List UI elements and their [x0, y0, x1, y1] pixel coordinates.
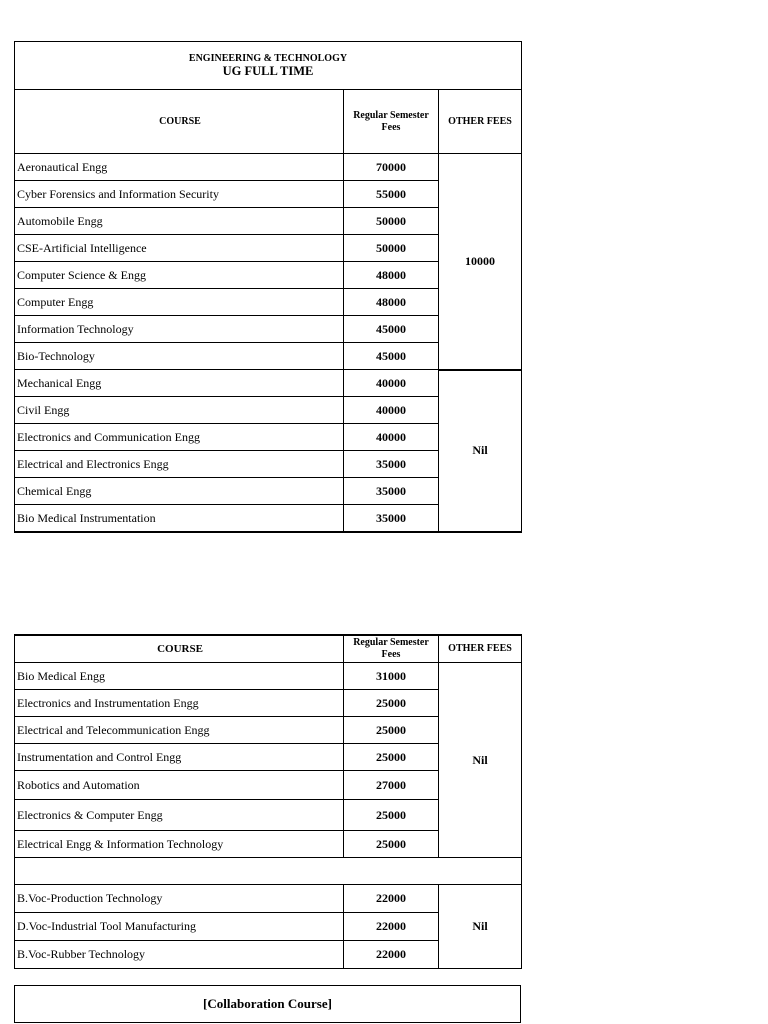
collaboration-title: [Collaboration Course]	[15, 986, 521, 1023]
course-name: Electrical Engg & Information Technology	[15, 831, 344, 858]
course-fee: 55000	[344, 181, 439, 208]
table2-header-row	[15, 635, 522, 663]
course-fee: 48000	[344, 262, 439, 289]
course-name: Electrical and Electronics Engg	[15, 451, 344, 478]
course-name: Electronics and Instrumentation Engg	[15, 690, 344, 717]
course-fee: 22000	[344, 913, 439, 941]
fees-header: Regular Semester Fees	[344, 635, 439, 663]
table-row	[15, 885, 522, 913]
course-fee: 35000	[344, 451, 439, 478]
course-fee: 40000	[344, 397, 439, 424]
course-header: COURSE	[15, 635, 344, 663]
course-name: Electronics and Communication Engg	[15, 424, 344, 451]
course-name: Information Technology	[15, 316, 344, 343]
collaboration-title-row	[15, 986, 521, 1023]
table1-header-row	[15, 90, 522, 154]
table-row	[15, 663, 522, 690]
course-name: Robotics and Automation	[15, 771, 344, 800]
ug-fees-table-1	[14, 41, 522, 533]
course-name: Electronics & Computer Engg	[15, 800, 344, 831]
program-title: UG FULL TIME	[222, 63, 314, 78]
other-fees-group-b: Nil	[439, 885, 522, 969]
table1-title-row	[15, 42, 522, 90]
course-fee: 45000	[344, 316, 439, 343]
other-fees-header: OTHER FEES	[439, 90, 522, 154]
course-fee: 50000	[344, 208, 439, 235]
course-fee: 25000	[344, 800, 439, 831]
course-fee: 40000	[344, 370, 439, 397]
course-name: B.Voc-Production Technology	[15, 885, 344, 913]
course-fee: 50000	[344, 235, 439, 262]
dept-title: ENGINEERING & TECHNOLOGY	[188, 52, 348, 64]
other-fees-header: OTHER FEES	[439, 635, 522, 663]
other-fees-group-b: Nil	[439, 370, 522, 533]
table-row	[15, 370, 522, 397]
course-fee: 22000	[344, 885, 439, 913]
course-name: Electrical and Telecommunication Engg	[15, 717, 344, 744]
course-name: D.Voc-Industrial Tool Manufacturing	[15, 913, 344, 941]
course-name: Bio Medical Instrumentation	[15, 505, 344, 533]
table-row	[15, 154, 522, 181]
course-name: CSE-Artificial Intelligence	[15, 235, 344, 262]
course-name: Bio-Technology	[15, 343, 344, 370]
course-name: Civil Engg	[15, 397, 344, 424]
course-fee: 35000	[344, 505, 439, 533]
course-fee: 22000	[344, 941, 439, 969]
course-name: Mechanical Engg	[15, 370, 344, 397]
course-fee: 25000	[344, 690, 439, 717]
fees-header: Regular Semester Fees	[344, 90, 439, 154]
course-name: Automobile Engg	[15, 208, 344, 235]
course-header: COURSE	[15, 90, 344, 154]
collaboration-course-table	[14, 985, 521, 1023]
course-name: Chemical Engg	[15, 478, 344, 505]
ug-fees-table-2	[14, 634, 522, 969]
course-fee: 27000	[344, 771, 439, 800]
course-fee: 25000	[344, 744, 439, 771]
course-name: B.Voc-Rubber Technology	[15, 941, 344, 969]
course-name: Bio Medical Engg	[15, 663, 344, 690]
other-fees-group-a: Nil	[439, 663, 522, 858]
course-fee: 35000	[344, 478, 439, 505]
course-fee: 70000	[344, 154, 439, 181]
course-name: Computer Engg	[15, 289, 344, 316]
course-fee: 25000	[344, 717, 439, 744]
course-fee: 31000	[344, 663, 439, 690]
course-fee: 25000	[344, 831, 439, 858]
course-fee: 40000	[344, 424, 439, 451]
other-fees-group-a: 10000	[439, 154, 522, 370]
course-fee: 48000	[344, 289, 439, 316]
course-name: Cyber Forensics and Information Security	[15, 181, 344, 208]
course-name: Instrumentation and Control Engg	[15, 744, 344, 771]
course-fee: 45000	[344, 343, 439, 370]
spacer-row	[15, 858, 522, 885]
course-name: Computer Science & Engg	[15, 262, 344, 289]
course-name: Aeronautical Engg	[15, 154, 344, 181]
